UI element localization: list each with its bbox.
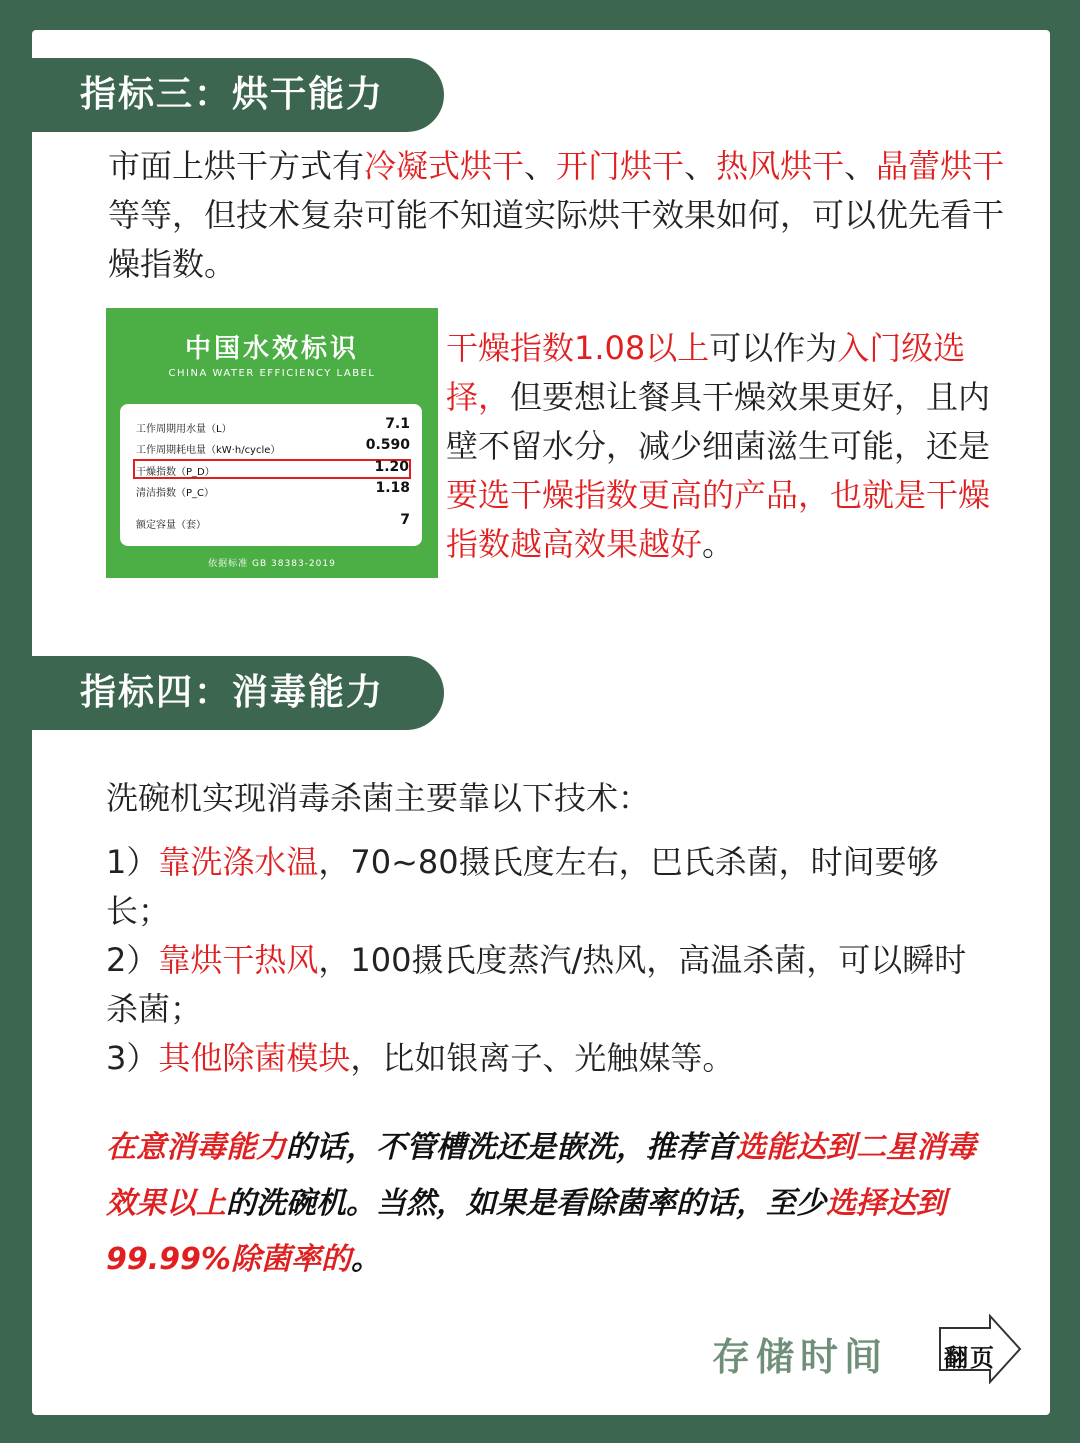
label-row: 清洁指数（P_C） 1.18 [136,480,410,499]
water-efficiency-label [106,308,438,578]
section-title-drying: 指标三：烘干能力 [32,58,444,132]
label-row-highlighted: 干燥指数（P_D） 1.20 [133,459,411,479]
content-card [32,30,1050,1415]
label-footer: 依据标准 GB 38383-2019 [208,559,336,569]
flip-page-button[interactable]: 翻页 [944,1344,996,1372]
label-row: 工作周期用水量（L） 7.1 [136,416,410,435]
section-title-disinfection: 指标四：消毒能力 [32,656,444,730]
save-hint-text: 存储时间 [712,1335,889,1379]
disinfection-lead: 洗碗机实现消毒杀菌主要靠以下技术： [106,779,651,817]
drying-index-text: 干燥指数1.08以上可以作为入门级选择，但要想让餐具干燥效果更好，且内壁不留水分，减少细菌滋生可能，还是要选干燥指数更高的产品，也就是干燥指数越高效果越好。 [446,329,991,563]
list-item: 3）其他除菌模块，比如银离子、光触媒等。 [106,1039,735,1077]
label-row: 额定容量（套） 7 [136,512,410,531]
label-row: 工作周期耗电量（kW·h/cycle） 0.590 [136,437,410,456]
label-title: 中国水效标识 [184,334,359,364]
list-item: 1）靠洗涤水温，70~80摄氏度左右，巴氏杀菌，时间要够长； [106,843,939,930]
drying-intro-text: 市面上烘干方式有冷凝式烘干、开门烘干、热风烘干、晶蕾烘干等等，但技术复杂可能不知道实际烘干效果如何，可以优先看干燥指数。 [108,147,1005,283]
list-item: 2）靠烘干热风，100摄氏度蒸汽/热风，高温杀菌，可以瞬时杀菌； [106,941,967,1028]
disinfection-recommendation: 在意消毒能力的话，不管槽洗还是嵌洗，推荐首选能达到二星消毒效果以上的洗碗机。当然，如果是看除菌率的话，至少选择达到99.99%除菌率的。 [106,1130,976,1277]
label-table [120,404,422,546]
label-subtitle: CHINA WATER EFFICIENCY LABEL [168,368,376,379]
